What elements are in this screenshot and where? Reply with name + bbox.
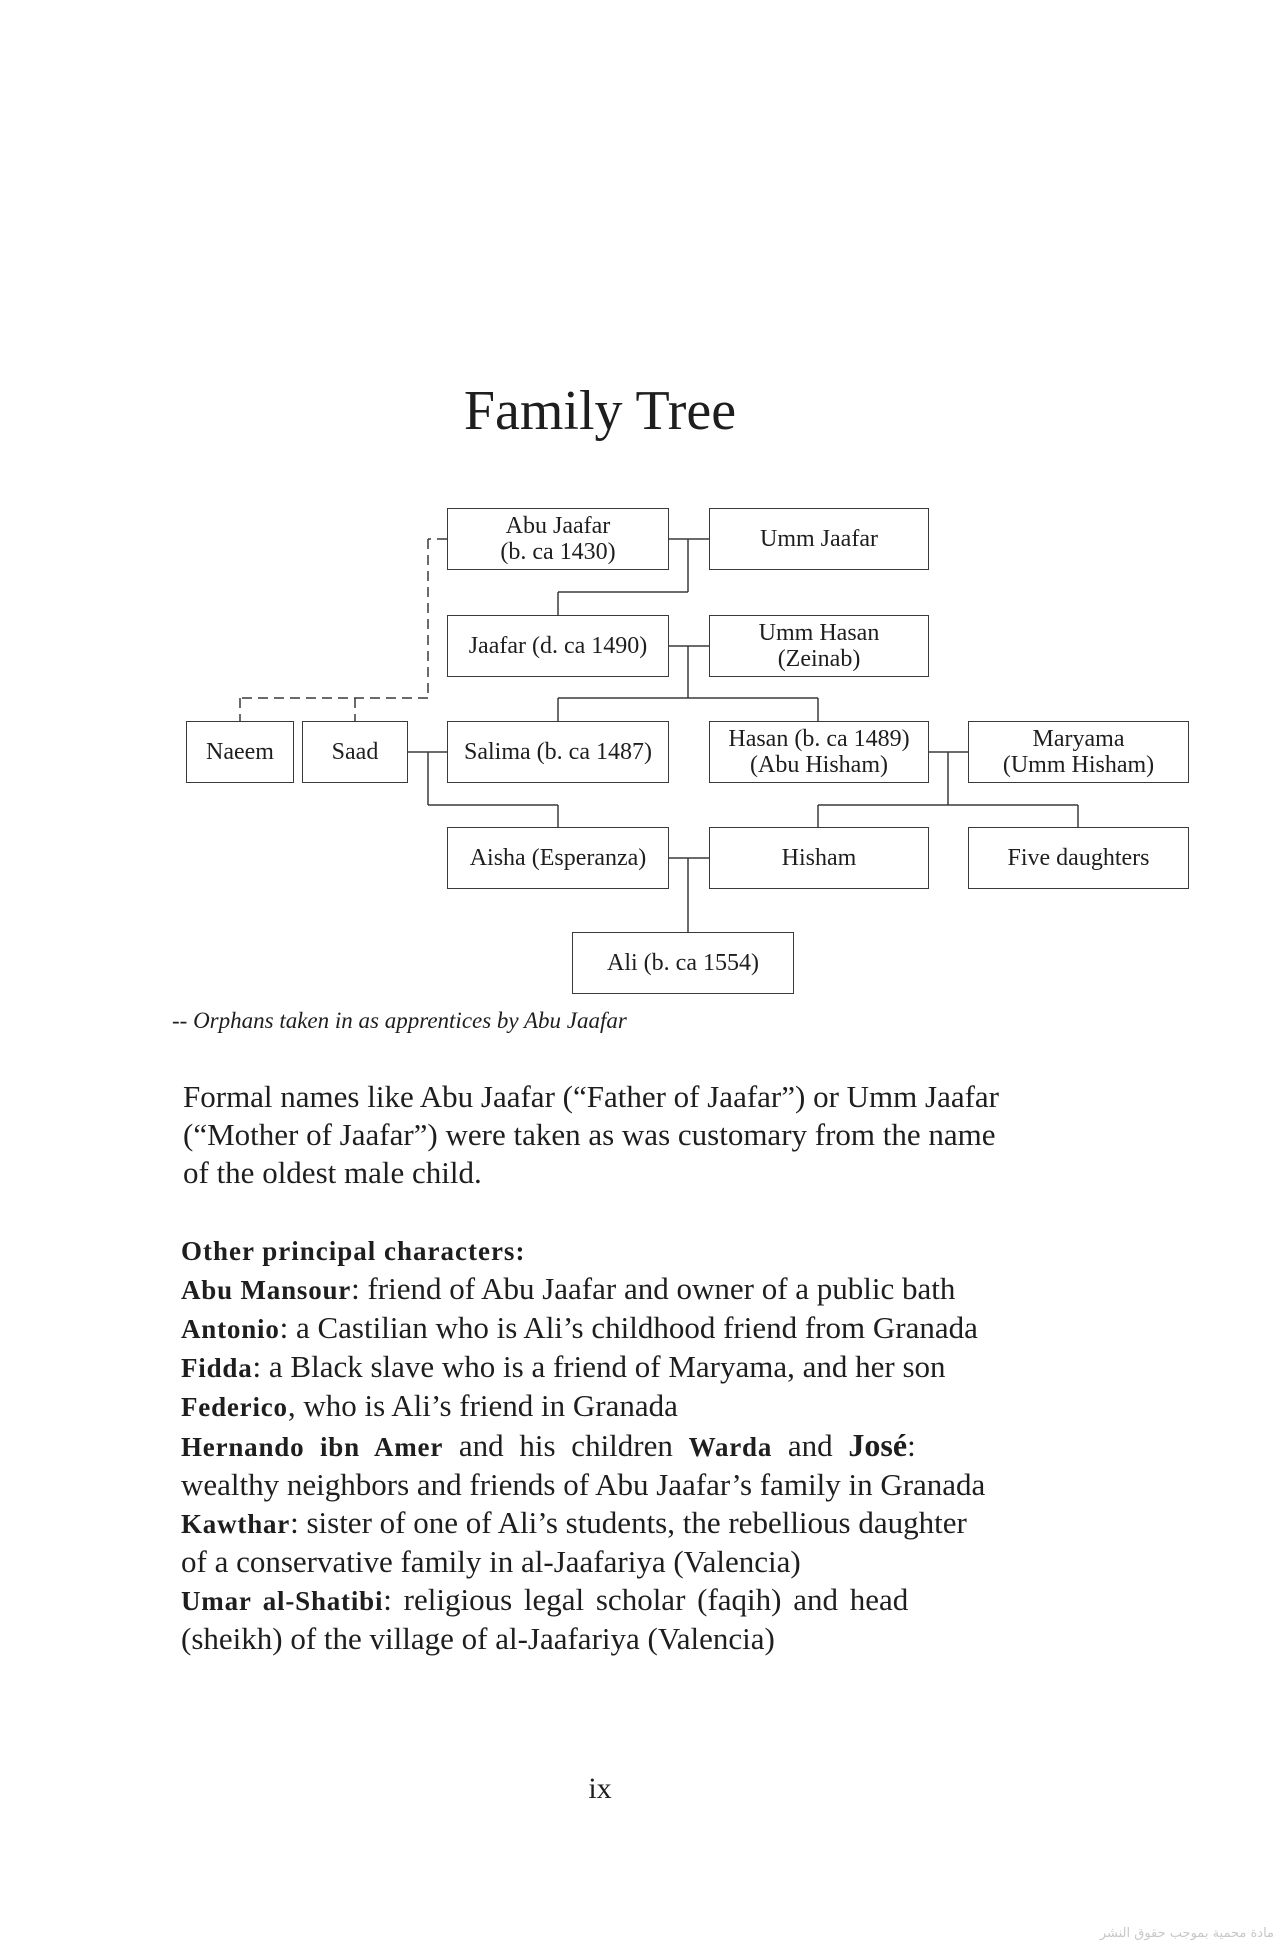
character-name: Abu Mansour [181, 1275, 352, 1305]
character-entry [181, 1543, 1021, 1581]
character-description: : a Castilian who is Ali’s childhood friend from Granada [279, 1310, 978, 1345]
tree-caption: -- Orphans taken in as apprentices by Abu Jaafar [172, 1008, 627, 1033]
page-title: Family Tree [463, 380, 737, 442]
node-hisham: Hisham [709, 827, 929, 889]
character-entry [181, 1504, 1021, 1543]
character-description: wealthy neighbors and friends of Abu Jaafar’s family in Granada [181, 1467, 986, 1502]
node-hasan: Hasan (b. ca 1489) (Abu Hisham) [709, 721, 929, 783]
character-name: José [848, 1427, 908, 1463]
character-description: : a Black slave who is a friend of Maryama, and her son [252, 1349, 946, 1384]
node-umm-hasan: Umm Hasan (Zeinab) [709, 615, 929, 677]
character-description: and [772, 1428, 849, 1463]
character-name: Umar al-Shatibi [181, 1586, 384, 1616]
node-ali: Ali (b. ca 1554) [572, 932, 794, 994]
node-umm-jaafar: Umm Jaafar [709, 508, 929, 570]
character-description: : friend of Abu Jaafar and owner of a public bath [351, 1271, 956, 1306]
character-entry [181, 1466, 1021, 1504]
intro-paragraph: Formal names like Abu Jaafar (“Father of Jaafar”) or Umm Jaafar (“Mother of Jaafar”) were taken as was customary from the name of the oldest male child. [183, 1079, 999, 1190]
character-name: Fidda [181, 1353, 253, 1383]
node-abu-jaafar: Abu Jaafar (b. ca 1430) [447, 508, 669, 570]
characters-section [181, 1232, 1021, 1658]
character-entry [181, 1620, 1021, 1658]
node-naeem: Naeem [186, 721, 294, 783]
node-five-daughters: Five daughters [968, 827, 1189, 889]
node-aisha: Aisha (Esperanza) [447, 827, 669, 889]
node-saad: Saad [302, 721, 408, 783]
node-jaafar: Jaafar (d. ca 1490) [447, 615, 669, 677]
character-name: Hernando ibn Amer [181, 1432, 444, 1462]
character-name: Federico [181, 1392, 288, 1422]
character-description: : sister of one of Ali’s students, the rebellious daughter [290, 1505, 967, 1540]
character-entry [181, 1348, 1021, 1387]
node-salima: Salima (b. ca 1487) [447, 721, 669, 783]
character-description: and his children [443, 1428, 689, 1463]
page-number: ix [588, 1772, 612, 1805]
copyright-watermark: مادة محمية بموجب حقوق النشر [1099, 1926, 1274, 1941]
characters-heading: Other principal characters: [181, 1236, 526, 1266]
character-entry [181, 1426, 1021, 1466]
character-entry [181, 1387, 1021, 1426]
node-maryama: Maryama (Umm Hisham) [968, 721, 1189, 783]
character-description: : religious legal scholar (faqih) and head [383, 1582, 909, 1617]
character-description: of a conservative family in al-Jaafariya (Valencia) [181, 1544, 801, 1579]
character-description: (sheikh) of the village of al-Jaafariya (Valencia) [181, 1621, 775, 1656]
character-name: Warda [688, 1432, 773, 1462]
character-entry [181, 1581, 1021, 1620]
character-description: , who is Ali’s friend in Granada [287, 1388, 678, 1423]
character-name: Antonio [181, 1314, 280, 1344]
character-description: : [907, 1428, 916, 1463]
character-entry [181, 1270, 1021, 1309]
character-entry [181, 1309, 1021, 1348]
character-name: Kawthar [181, 1509, 291, 1539]
